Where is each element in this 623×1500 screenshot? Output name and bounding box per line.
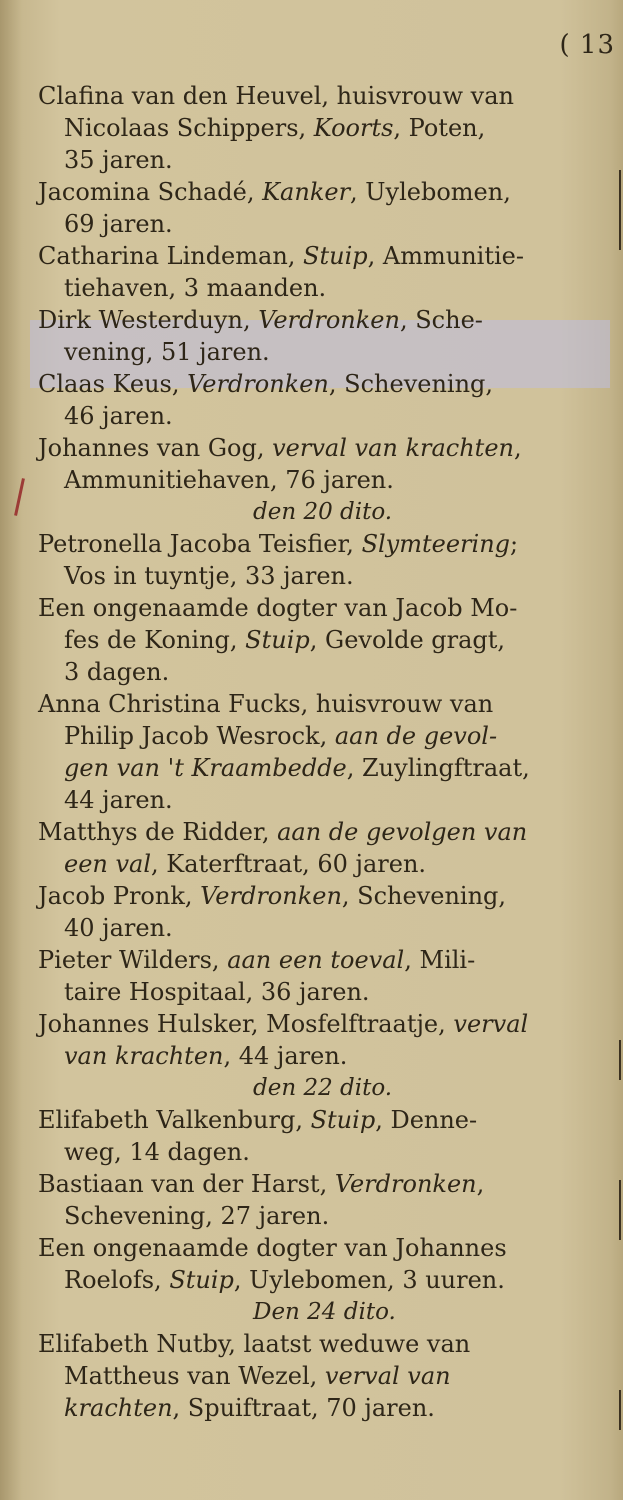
entry-cause: Verdronken — [179, 370, 329, 398]
entry-text: , Uylebomen, 3 uuren. — [233, 1266, 505, 1294]
date-heading: den 20 dito. — [253, 499, 393, 525]
entry-cause: verval van krachten — [264, 434, 514, 462]
entry-cause: gen van 't Kraambedde — [64, 754, 347, 782]
entry-text: , Katerftraat, 60 jaren. — [151, 850, 427, 878]
entry-age: 35 jaren. — [64, 146, 173, 174]
entry — [38, 944, 610, 1008]
entry-text: taire Hospitaal, 36 jaren. — [64, 978, 370, 1006]
entry-text: , Uylebomen, — [350, 178, 511, 206]
entry-name: Dirk Westerduyn, — [38, 306, 251, 334]
entry-name: Matthys de Ridder, — [38, 818, 270, 846]
entry-name: Jacob Pronk, — [38, 882, 193, 910]
entry-age: 3 dagen. — [64, 658, 170, 686]
entry-cause: aan een toeval — [219, 946, 405, 974]
entry-cause: Stuip — [237, 626, 310, 654]
entry-text: Roelofs, — [64, 1266, 162, 1294]
entry-text: weg, 14 dagen. — [64, 1138, 250, 1166]
entry-cause: aan de gevol- — [327, 722, 498, 750]
entry-cause: Verdronken — [327, 1170, 477, 1198]
entry-text: 69 jaren. — [64, 210, 173, 238]
entry-text: , — [476, 1170, 485, 1198]
entry-text: huisvrouw van — [329, 82, 514, 110]
date-heading: Den 24 dito. — [253, 1299, 396, 1325]
entry-text: , Mili- — [404, 946, 476, 974]
entry — [38, 1328, 610, 1424]
entry-text: Vos in tuyntje, 33 jaren. — [64, 562, 354, 590]
entry — [38, 80, 610, 176]
entry — [38, 368, 610, 432]
entry-text: Philip Jacob Wesrock, — [64, 722, 328, 750]
entry-text: fes de Koning, — [64, 626, 238, 654]
entry-highlighted — [38, 304, 610, 368]
entry — [38, 816, 610, 880]
entry-text: , 44 jaren. — [223, 1042, 348, 1070]
entry — [38, 240, 610, 304]
entry-text: tiehaven, 3 maanden. — [64, 274, 327, 302]
entry-name: Elifabeth Valkenburg, — [38, 1106, 303, 1134]
entry — [38, 1232, 610, 1296]
entry-text: huisvrouw van — [308, 690, 494, 718]
entry-text: 40 jaren. — [64, 914, 173, 942]
entry — [38, 432, 610, 496]
entry-cause: Verdronken — [192, 882, 342, 910]
entry-text: , Gevolde gragt, — [309, 626, 506, 654]
entry-text: , Sche- — [399, 306, 483, 334]
entry-text: , Zuylingftraat, — [346, 754, 530, 782]
page-number: ( 13 — [559, 30, 615, 60]
entry — [38, 1008, 610, 1072]
entry-cause: aan de gevolgen van — [269, 818, 528, 846]
entry-cause: Stuip — [302, 1106, 376, 1134]
entry-cause: Koorts — [306, 114, 394, 142]
entry-text: , Ammunitie- — [367, 242, 524, 270]
entry — [38, 1168, 610, 1232]
entry-cause: Verdronken — [250, 306, 400, 334]
entry — [38, 528, 610, 592]
entry-name: Claas Keus, — [38, 370, 180, 398]
entry-name: Pieter Wilders, — [38, 946, 220, 974]
margin-ink-mark — [14, 478, 25, 516]
entry — [38, 688, 610, 816]
entry-cause: van krachten — [64, 1042, 224, 1070]
entry-text: , Schevening, — [328, 370, 494, 398]
entry-text: Nicolaas Schippers, — [64, 114, 307, 142]
entry-name: Johannes van Gog, — [38, 434, 265, 462]
entry-text: , Poten, — [393, 114, 486, 142]
margin-rule — [619, 1040, 621, 1080]
entry-cause: verval — [445, 1010, 529, 1038]
entry-name: Elifabeth Nutby, laatst weduwe van — [38, 1330, 471, 1358]
entry-text: , Spuiftraat, 70 jaren. — [172, 1394, 435, 1422]
entry-cause: verval van — [317, 1362, 451, 1390]
entry — [38, 880, 610, 944]
entry-cause: Stuip — [161, 1266, 234, 1294]
entry-text: , — [513, 434, 522, 462]
entry-name: Catharina Lindeman, — [38, 242, 296, 270]
entry — [38, 592, 610, 688]
entry-text: 46 jaren. — [64, 402, 173, 430]
entry-text: Ammunitiehaven, 76 jaren. — [64, 466, 394, 494]
entry-text: Schevening, 27 jaren. — [64, 1202, 330, 1230]
entry-text: , Schevening, — [341, 882, 507, 910]
margin-rule — [619, 170, 621, 250]
entry-age: 44 jaren. — [64, 786, 173, 814]
entry-name: Jacomina Schadé, — [38, 178, 255, 206]
entry-name: Johannes Hulsker, Mosfelftraatje, — [38, 1010, 446, 1038]
entry-name: Anna Christina Fucks, — [38, 690, 309, 718]
entry-cause: Slymteering — [353, 530, 511, 558]
entry-name: Clafina van den Heuvel, — [38, 82, 330, 110]
entry-cause: Stuip — [295, 242, 368, 270]
entry-cause: Kanker — [254, 178, 351, 206]
entry-text: Mattheus van Wezel, — [64, 1362, 318, 1390]
entry-cause: een val — [64, 850, 152, 878]
entry-name: Bastiaan van der Harst, — [38, 1170, 328, 1198]
entry — [38, 176, 610, 240]
margin-rule — [619, 1180, 621, 1240]
entry — [38, 1104, 610, 1168]
entry-cause: krachten — [64, 1394, 173, 1422]
entry-name: Een ongenaamde dogter van Johannes — [38, 1234, 507, 1262]
entry-text: vening, 51 jaren. — [64, 338, 270, 366]
entry-name: Petronella Jacoba Teisfier, — [38, 530, 354, 558]
date-heading: den 22 dito. — [253, 1075, 393, 1101]
entry-text: , Denne- — [375, 1106, 478, 1134]
entry-name: Een ongenaamde dogter van Jacob Mo- — [38, 594, 518, 622]
margin-rule — [619, 1390, 621, 1430]
entry-text: ; — [510, 530, 519, 558]
register-entries — [38, 80, 610, 1424]
